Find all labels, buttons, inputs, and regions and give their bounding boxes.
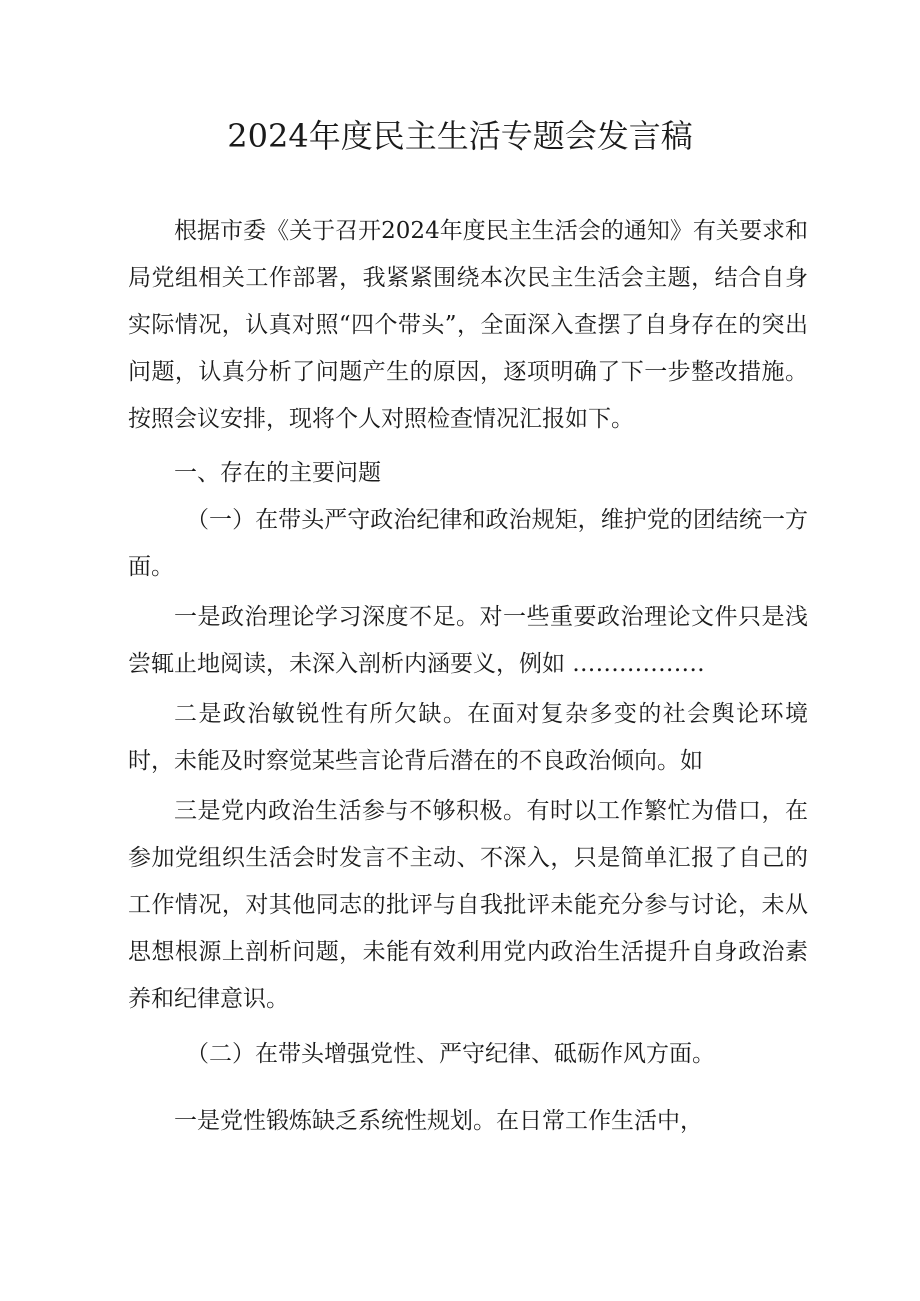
ellipsis-dots: ................. [572,651,706,677]
document-title: 2024年度民主生活专题会发言稿 [227,117,693,155]
point-paragraph-theory-study [128,594,808,688]
point-text: 一是政治理论学习深度不足。对一些重要政治理论文件只是浅尝辄止地阅读，未深入剖析内涵要义，例如 [128,604,808,677]
point-paragraph-party-training: 一是党性锻炼缺乏系统性规划。在日常工作生活中， [174,1108,703,1134]
point-paragraph-party-life: 三是党内政治生活参与不够积极。有时以工作繁忙为借口，在参加党组织生活会时发言不主动、不深入，只是简单汇报了自己的工作情况，对其他同志的批评与自我批评未能充分参与讨论，未从思想根源上剖析问题，未能有效利用党内政治生活提升自身政治素养和纪律意识。 [128,798,808,1012]
intro-paragraph: 根据市委《关于召开2024年度民主生活会的通知》有关要求和局党组相关工作部署，我紧紧围绕本次民主生活会主题，结合自身实际情况，认真对照“四个带头”，全面深入查摆了自身存在的突出问题，认真分析了问题产生的原因，逐项明确了下一步整改措施。按照会议安排，现将个人对照检查情况汇报如下。 [128,218,808,432]
section-heading-problems: 一、存在的主要问题 [174,460,381,486]
subsection-heading-political-discipline: （一）在带头严守政治纪律和政治规矩，维护党的团结统一方面。 [128,507,808,580]
point-paragraph-political-sensitivity: 二是政治敏锐性有所欠缺。在面对复杂多变的社会舆论环境时，未能及时察觉某些言论背后潜在的不良政治倾向。如 [128,701,808,774]
subsection-heading-party-spirit: （二）在带头增强党性、严守纪律、砥砺作风方面。 [186,1041,715,1067]
